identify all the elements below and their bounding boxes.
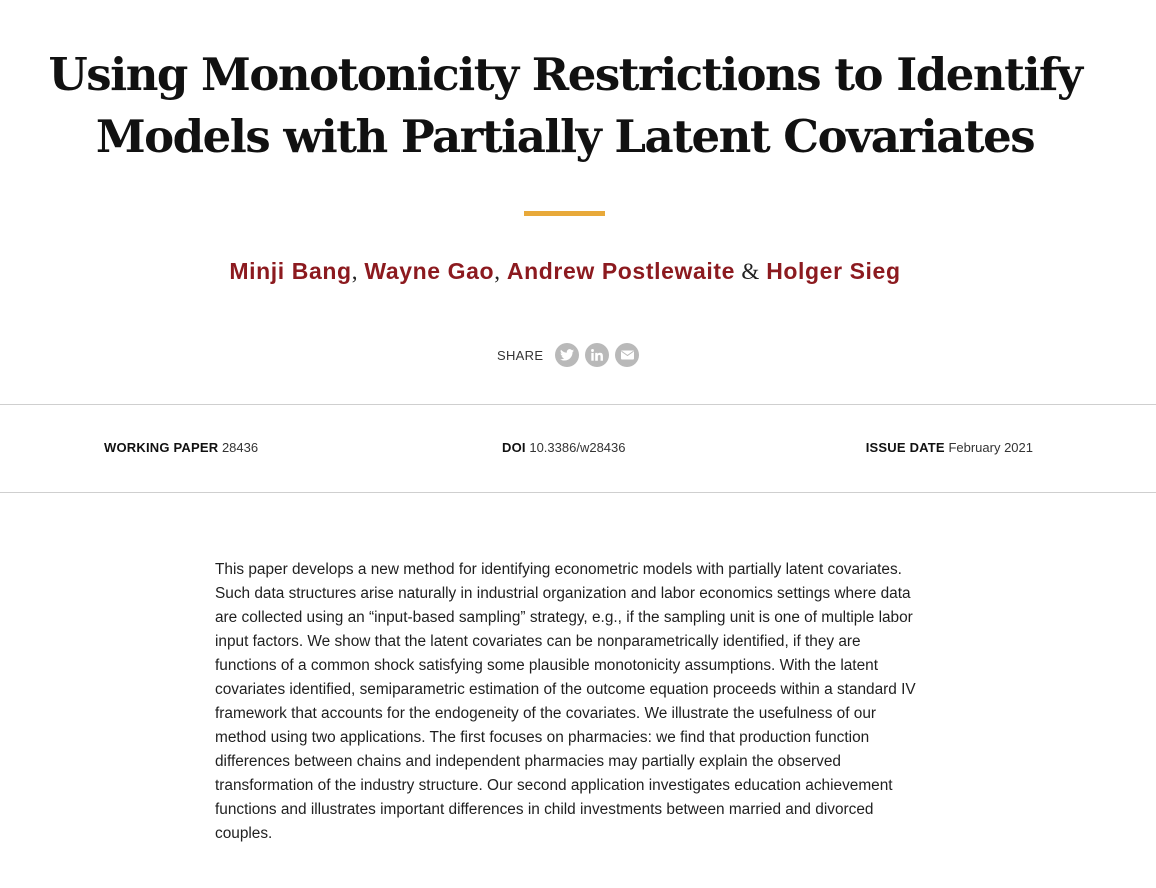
- author-link-andrew-postlewaite[interactable]: Andrew Postlewaite: [506, 258, 735, 284]
- title-accent-bar: [524, 211, 605, 216]
- issue-date-value: February 2021: [948, 440, 1033, 455]
- meta-divider-top: [0, 404, 1156, 405]
- author-link-minji-bang[interactable]: Minji Bang: [229, 258, 352, 284]
- working-paper-number: [104, 440, 258, 456]
- author-separator: ,: [494, 259, 507, 284]
- email-icon[interactable]: [615, 343, 639, 367]
- issue-date: [866, 440, 1033, 456]
- doi-value: 10.3386/w28436: [529, 440, 626, 455]
- page-title: [40, 44, 1090, 168]
- author-separator: &: [734, 259, 767, 284]
- doi: [502, 440, 626, 456]
- share-label: SHARE: [497, 347, 544, 363]
- working-paper-label: WORKING PAPER: [104, 440, 219, 455]
- share-bar: [497, 342, 639, 368]
- page-title-line-1: Using Monotonicity Restrictions to Identify: [48, 48, 1082, 101]
- linkedin-icon[interactable]: [585, 343, 609, 367]
- author-link-wayne-gao[interactable]: Wayne Gao: [364, 258, 495, 284]
- author-separator: ,: [351, 259, 365, 284]
- issue-date-label: ISSUE DATE: [865, 440, 945, 455]
- working-paper-value: 28436: [221, 440, 259, 455]
- author-list: [200, 256, 930, 287]
- meta-divider-bottom: [0, 492, 1156, 493]
- author-link-holger-sieg[interactable]: Holger Sieg: [766, 258, 901, 284]
- abstract-text: This paper develops a new method for identifying econometric models with partially latent covariates. Such data structures arise naturally in industrial organization and labor economics settings where data are collected using an “input-based sampling” strategy, e.g., if the sampling unit is one of multiple labor input factors. We show that the latent covariates can be nonparametrically identified, if they are functions of a common shock satisfying some plausible monotonicity assumptions. With the latent covariates identified, semiparametric estimation of the outcome equation proceeds within a standard IV framework that accounts for the endogeneity of the covariates. We illustrate the usefulness of our method using two applications. The first focuses on pharmacies: we find that production function differences between chains and independent pharmacies may partially explain the observed transformation of the industry structure. Our second application investigates education achievement functions and illustrates important differences in child investments between married and divorced couples.: [215, 561, 916, 842]
- page-title-line-2: Models with Partially Latent Covariates: [95, 110, 1035, 163]
- doi-label: DOI: [502, 440, 526, 455]
- twitter-icon[interactable]: [555, 343, 579, 367]
